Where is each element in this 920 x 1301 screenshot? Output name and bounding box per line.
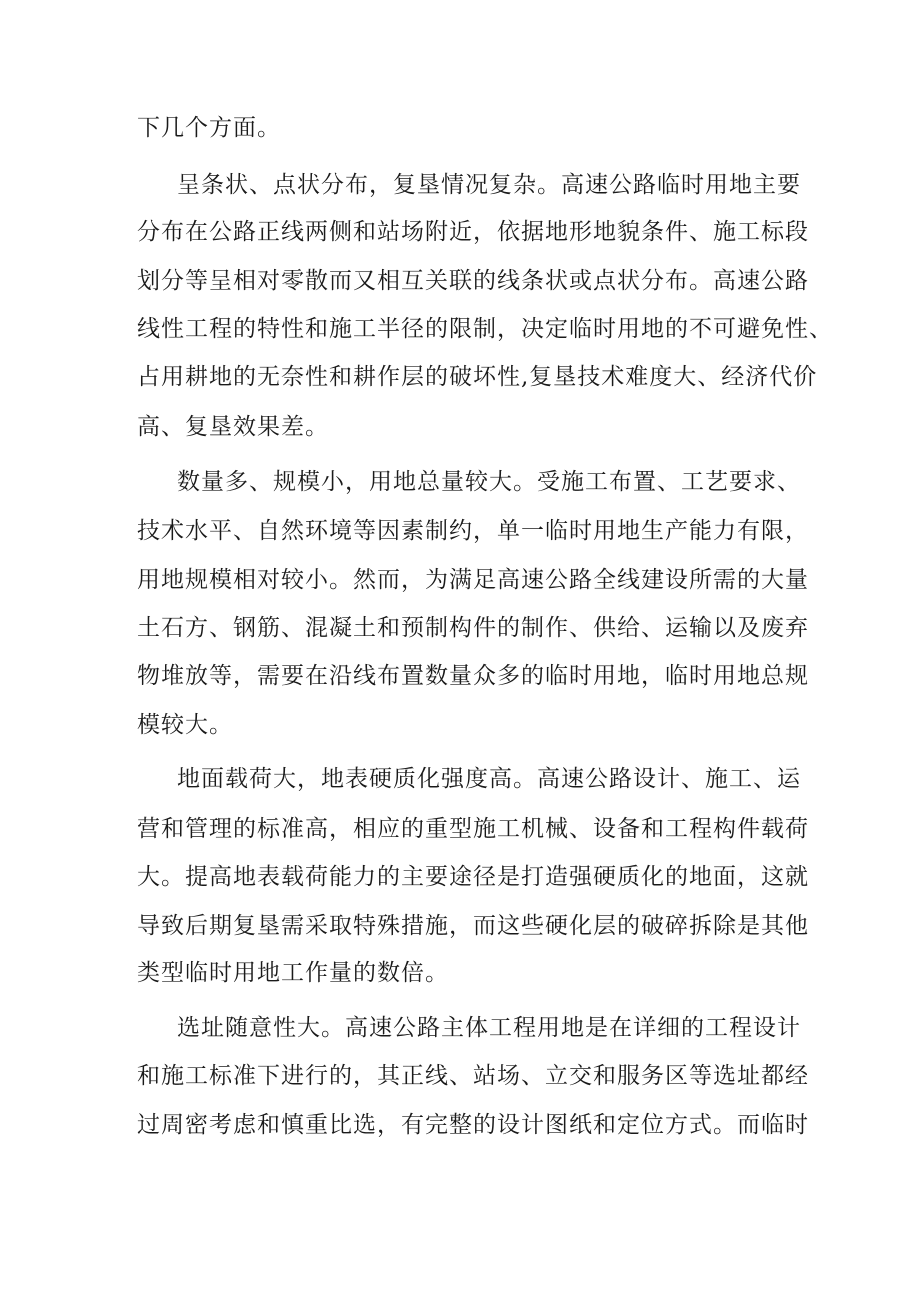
text-line: 导致后期复垦需采取特殊措施，而这些硬化层的破碎拆除是其他 bbox=[137, 913, 809, 939]
text-line: 物堆放等，需要在沿线布置数量众多的临时用地，临时用地总规 bbox=[137, 663, 809, 689]
paragraph-first-line: 地面载荷大，地表硬质化强度高。高速公路设计、施工、运 bbox=[177, 766, 801, 792]
paragraph-first-line: 数量多、规模小，用地总量较大。受施工布置、工艺要求、 bbox=[177, 469, 801, 495]
text-line: 和施工标准下进行的，其正线、站场、立交和服务区等选址都经 bbox=[137, 1063, 809, 1089]
text-line: 过周密考虑和慎重比选，有完整的设计图纸和定位方式。而临时 bbox=[137, 1112, 809, 1138]
text-line: 划分等呈相对零散而又相互关联的线条状或点状分布。高速公路 bbox=[137, 268, 809, 294]
text-line: 高、复垦效果差。 bbox=[137, 414, 329, 440]
text-line: 用地规模相对较小。然而，为满足高速公路全线建设所需的大量 bbox=[137, 567, 809, 593]
text-line: 线性工程的特性和施工半径的限制，决定临时用地的不可避免性、 bbox=[137, 316, 833, 342]
text-line: 营和管理的标准高，相应的重型施工机械、设备和工程构件载荷 bbox=[137, 816, 809, 842]
text-line: 分布在公路正线两侧和站场附近，依据地形地貌条件、施工标段 bbox=[137, 219, 809, 245]
text-line: 模较大。 bbox=[137, 712, 233, 738]
text-line: 土石方、钢筋、混凝土和预制构件的制作、供给、运输以及废弃 bbox=[137, 615, 809, 641]
text-line: 大。提高地表载荷能力的主要途径是打造强硬质化的地面，这就 bbox=[137, 864, 809, 890]
paragraph-first-line: 呈条状、点状分布，复垦情况复杂。高速公路临时用地主要 bbox=[177, 172, 801, 198]
text-line: 占用耕地的无奈性和耕作层的破坏性,复垦技术难度大、经济代价 bbox=[137, 364, 818, 390]
text-line: 类型临时用地工作量的数倍。 bbox=[137, 960, 449, 986]
text-line: 技术水平、自然环境等因素制约，单一临时用地生产能力有限， bbox=[137, 518, 809, 544]
paragraph-first-line: 选址随意性大。高速公路主体工程用地是在详细的工程设计 bbox=[177, 1015, 801, 1041]
text-line: 下几个方面。 bbox=[137, 115, 281, 141]
